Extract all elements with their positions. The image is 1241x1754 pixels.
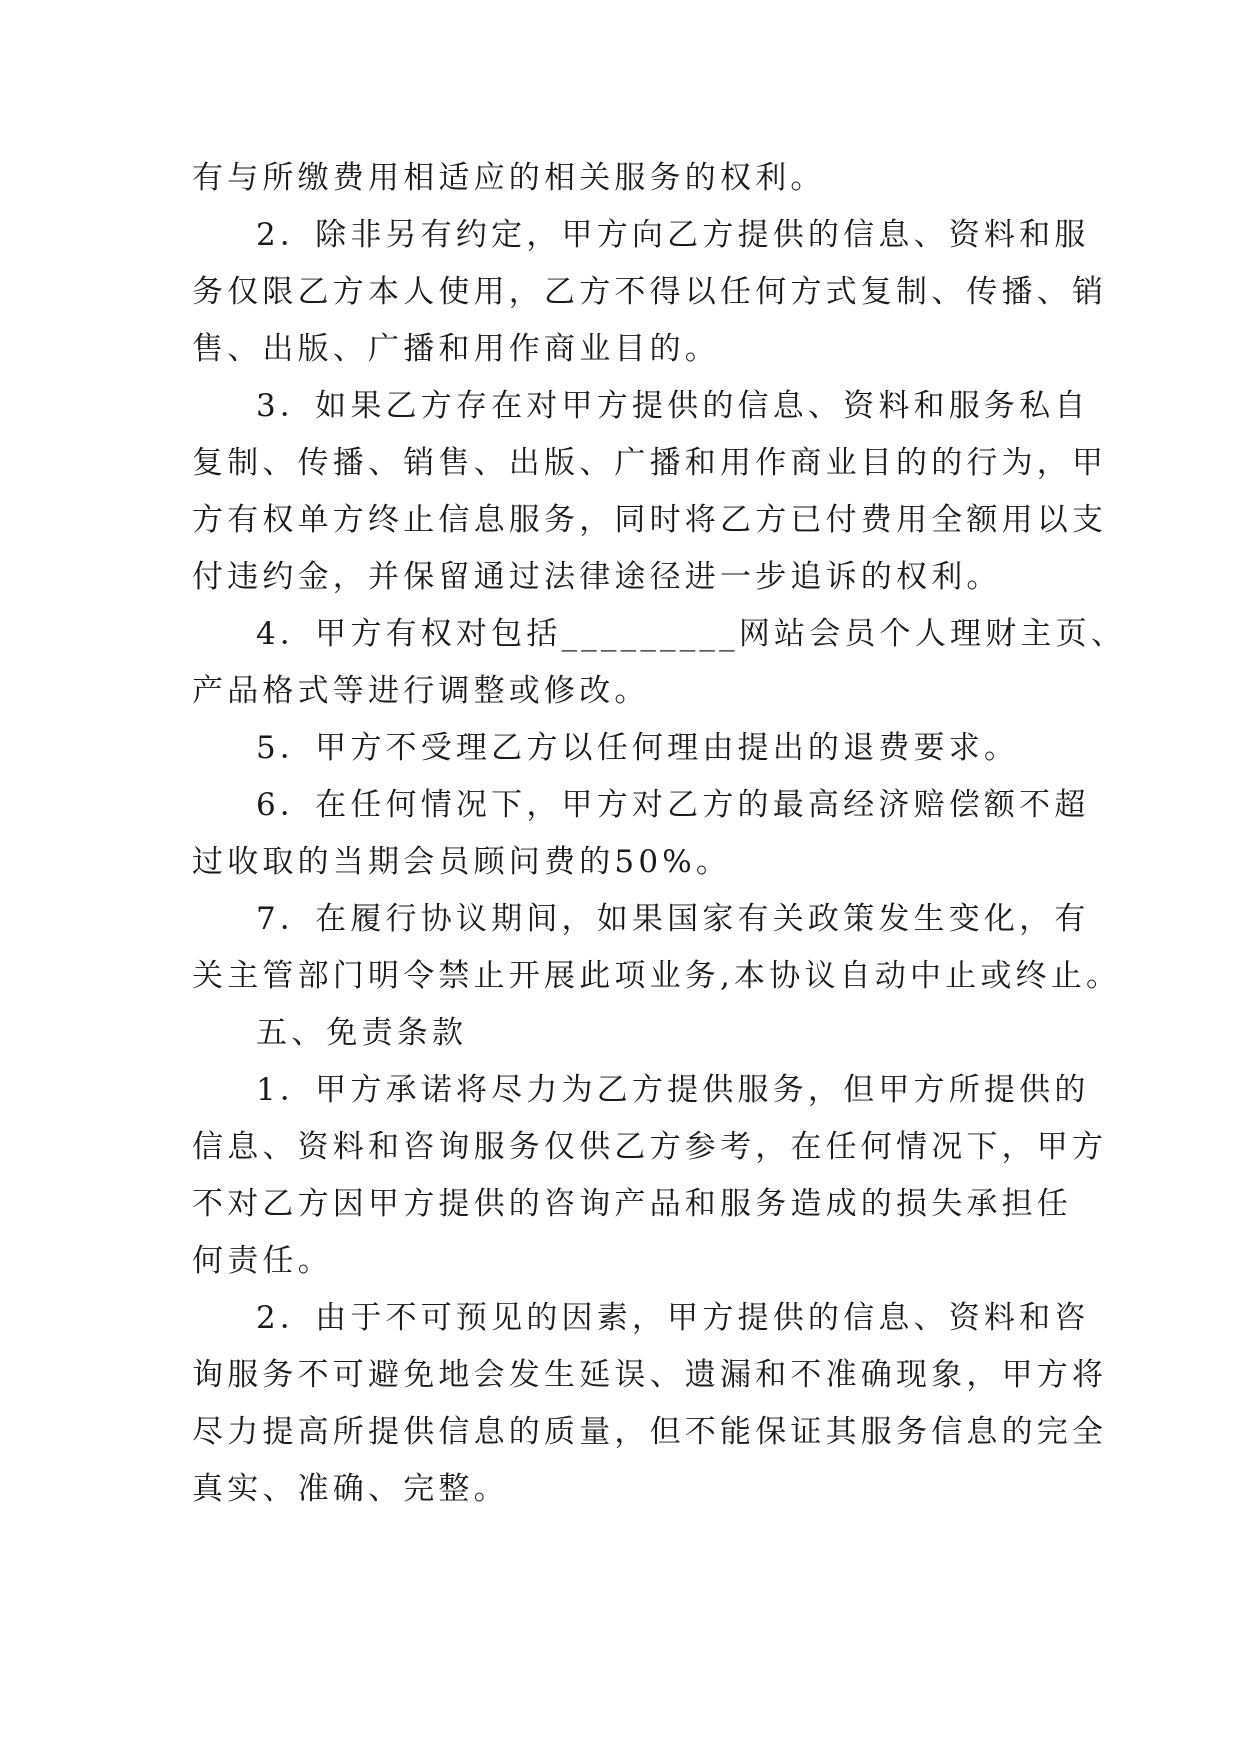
text-line: 付违约金，并保留通过法律途径进一步追诉的权利。	[192, 559, 1002, 595]
text-line: 尽力提高所提供信息的质量，但不能保证其服务信息的完全	[192, 1414, 1108, 1450]
clause-2-line: 2．除非另有约定，甲方向乙方提供的信息、资料和服	[256, 217, 1090, 253]
text-line: 产品格式等进行调整或修改。	[192, 673, 650, 709]
text-line: 过收取的当期会员顾问费的50%。	[192, 844, 732, 880]
disclaimer-2-line: 2．由于不可预见的因素，甲方提供的信息、资料和咨	[256, 1300, 1090, 1336]
text-line: 真实、准确、完整。	[192, 1471, 509, 1507]
text-line: 何责任。	[192, 1243, 333, 1279]
text-line: 售、出版、广播和用作商业目的。	[192, 331, 720, 367]
disclaimer-1-line: 1．甲方承诺将尽力为乙方提供服务，但甲方所提供的	[256, 1072, 1090, 1108]
clause-4-line: 4．甲方有权对包括_________网站会员个人理财主页、	[256, 616, 1127, 652]
text-line: 有与所缴费用相适应的相关服务的权利。	[192, 160, 826, 196]
text-line: 不对乙方因甲方提供的咨询产品和服务造成的损失承担任	[192, 1186, 1072, 1222]
text-line: 复制、传播、销售、出版、广播和用作商业目的的行为，甲	[192, 445, 1108, 481]
clause-7-line: 7．在履行协议期间，如果国家有关政策发生变化，有	[256, 901, 1090, 937]
clause-3-line: 3．如果乙方存在对甲方提供的信息、资料和服务私自	[256, 388, 1090, 424]
clause-6-line: 6．在任何情况下，甲方对乙方的最高经济赔偿额不超	[256, 787, 1090, 823]
text-line: 务仅限乙方本人使用，乙方不得以任何方式复制、传播、销	[192, 274, 1108, 310]
text-line: 关主管部门明令禁止开展此项业务,本协议自动中止或终止。	[192, 958, 1122, 994]
clause-5-line: 5．甲方不受理乙方以任何理由提出的退费要求。	[256, 730, 1020, 766]
text-line: 方有权单方终止信息服务，同时将乙方已付费用全额用以支	[192, 502, 1108, 538]
section-heading: 五、免责条款	[256, 1015, 468, 1051]
text-line: 信息、资料和咨询服务仅供乙方参考，在任何情况下，甲方	[192, 1129, 1108, 1165]
text-line: 询服务不可避免地会发生延误、遗漏和不准确现象，甲方将	[192, 1357, 1108, 1393]
